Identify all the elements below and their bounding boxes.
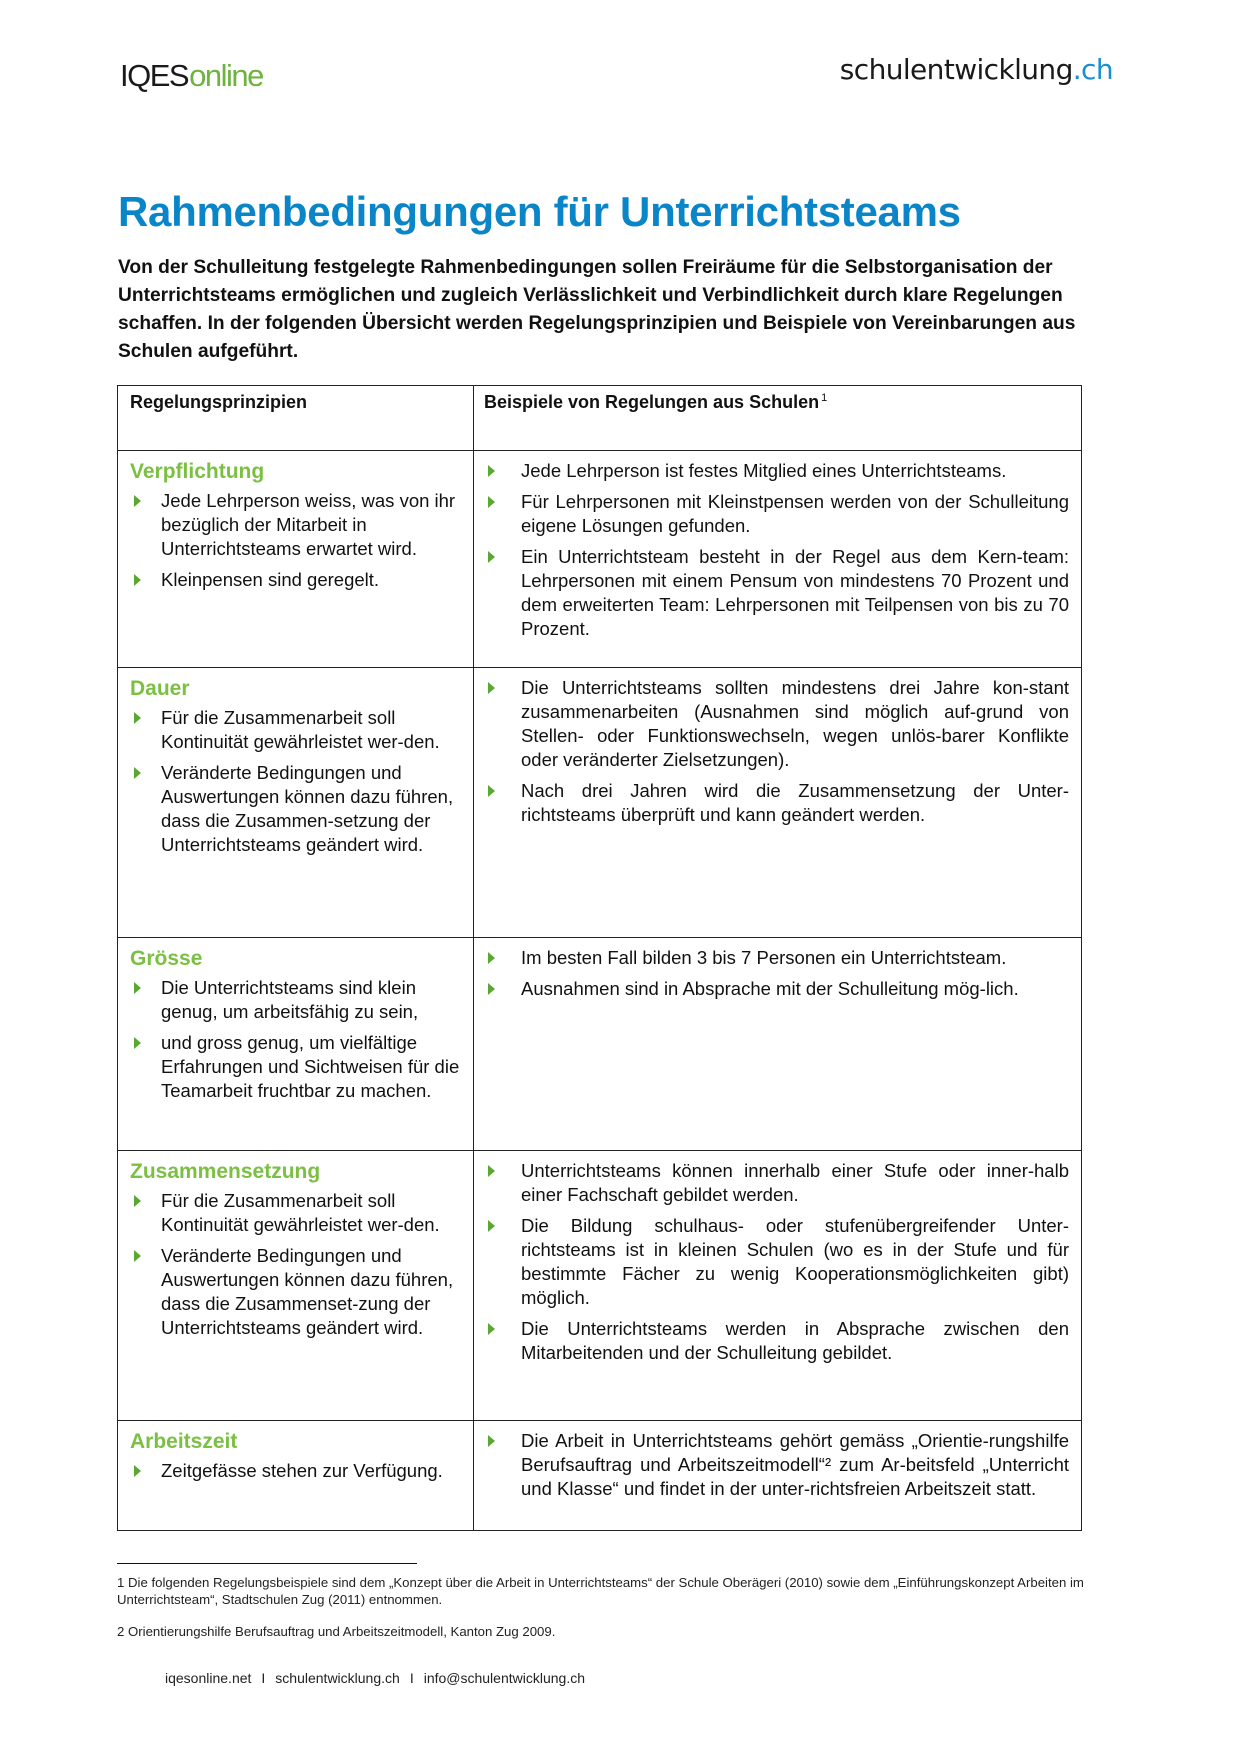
category-title: Zusammensetzung [130, 1160, 321, 1183]
triangle-bullet-icon [488, 785, 495, 797]
link-email[interactable]: info@schulentwicklung.ch [423, 1670, 585, 1686]
table-header-row [118, 386, 1081, 450]
examples-cell [474, 1151, 1081, 1420]
examples-cell [474, 451, 1081, 667]
list-item: Für Lehrpersonen mit Kleinstpensen werden von der Schulleitung eigene Lösungen gefunden. [484, 490, 1069, 538]
list-item: Die Bildung schulhaus- oder stufenübergreifender Unter-richtsteams ist in kleinen Schulen (wo es in der Stufe und für bestimmte Fächer zu wenig Kooperationsmöglichkeiten gibt) möglich. [484, 1214, 1069, 1310]
triangle-bullet-icon [488, 1220, 495, 1232]
list-item: Die Arbeit in Unterrichtsteams gehört gemäss „Orientie-rungshilfe Berufsauftrag und Arbeitszeitmodell“² zum Ar-beitsfeld „Unterricht und Klasse“ und findet in der unter-richtsfreien Arbeitszeit statt. [484, 1429, 1069, 1501]
schulentwicklung-logo [839, 53, 1113, 86]
principles-cell [118, 451, 474, 667]
iqes-online-logo [120, 60, 263, 91]
list-item: Veränderte Bedingungen und Auswertungen können dazu führen, dass die Zusammen-setzung der Unterrichtsteams geändert wird. [130, 761, 463, 857]
list-item: Zeitgefässe stehen zur Verfügung. [130, 1459, 463, 1483]
footer-separator: I [261, 1670, 266, 1686]
list-item: Jede Lehrperson ist festes Mitglied eines Unterrichtsteams. [484, 459, 1069, 483]
triangle-bullet-icon [134, 574, 141, 586]
header-examples [474, 386, 1081, 450]
triangle-bullet-icon [134, 1250, 141, 1262]
list-item: Im besten Fall bilden 3 bis 7 Personen ein Unterrichtsteam. [484, 946, 1069, 970]
table-row [118, 667, 1081, 937]
list-item: Nach drei Jahren wird die Zusammensetzung der Unter-richtsteams überprüft und kann geändert werden. [484, 779, 1069, 827]
list-item: Für die Zusammenarbeit soll Kontinuität gewährleistet wer-den. [130, 1189, 463, 1237]
logo-tld-text: .ch [1072, 53, 1113, 86]
principles-cell [118, 938, 474, 1150]
category-title: Verpflichtung [130, 460, 265, 483]
table-row [118, 937, 1081, 1150]
list-item: Ein Unterrichtsteam besteht in der Regel aus dem Kern-team: Lehrpersonen mit einem Pensum von mindestens 70 Prozent und dem erweiterten Team: Lehrpersonen mit Teilpensen von bis zu 70 Prozent. [484, 545, 1069, 641]
triangle-bullet-icon [488, 983, 495, 995]
footnote-ref-1[interactable]: 1 [821, 392, 828, 404]
category-title: Arbeitszeit [130, 1430, 238, 1453]
list-item: Die Unterrichtsteams werden in Absprache zwischen den Mitarbeitenden und der Schulleitung gebildet. [484, 1317, 1069, 1365]
triangle-bullet-icon [488, 465, 495, 477]
list-item: Unterrichtsteams können innerhalb einer Stufe oder inner-halb einer Fachschaft gebildet werden. [484, 1159, 1069, 1207]
triangle-bullet-icon [134, 767, 141, 779]
rules-table [117, 385, 1082, 1531]
principles-cell [118, 1151, 474, 1420]
list-item: Für die Zusammenarbeit soll Kontinuität gewährleistet wer-den. [130, 706, 463, 754]
category-title: Dauer [130, 677, 190, 700]
triangle-bullet-icon [488, 496, 495, 508]
link-schulentwicklung[interactable]: schulentwicklung.ch [275, 1670, 400, 1686]
triangle-bullet-icon [134, 1465, 141, 1477]
table-row [118, 1150, 1081, 1420]
list-item: Ausnahmen sind in Absprache mit der Schulleitung mög-lich. [484, 977, 1069, 1001]
triangle-bullet-icon [488, 682, 495, 694]
list-item: Die Unterrichtsteams sollten mindestens drei Jahre kon-stant zusammenarbeiten (Ausnahmen sind möglich auf-grund von Stellen- oder Funktionswechseln, wegen unlös-barer Konflikte oder veränderter Zielsetzungen). [484, 676, 1069, 772]
list-item: Kleinpensen sind geregelt. [130, 568, 463, 592]
footer-contact [165, 1670, 585, 1686]
intro-paragraph: Von der Schulleitung festgelegte Rahmenbedingungen sollen Freiräume für die Selbstorganisation der Unterrichtsteams ermöglichen und zugleich Verlässlichkeit und Verbindlichkeit durch klare Regelungen schaffen. In der folgenden Übersicht werden Regelungsprinzipien und Beispiele von Vereinbarungen aus Schulen aufgeführt. [118, 257, 1076, 362]
triangle-bullet-icon [134, 712, 141, 724]
examples-cell [474, 1421, 1081, 1530]
triangle-bullet-icon [134, 1195, 141, 1207]
examples-cell [474, 938, 1081, 1150]
table-row [118, 1420, 1081, 1530]
footnote-2: 2 Orientierungshilfe Berufsauftrag und Arbeitszeitmodell, Kanton Zug 2009. [117, 1624, 556, 1639]
triangle-bullet-icon [134, 495, 141, 507]
triangle-bullet-icon [488, 1165, 495, 1177]
header-principles-label: Regelungsprinzipien [130, 392, 308, 412]
logo-online-text: online [189, 58, 263, 93]
principles-cell [118, 1421, 474, 1530]
triangle-bullet-icon [488, 1435, 495, 1447]
triangle-bullet-icon [488, 952, 495, 964]
footer-separator: I [409, 1670, 414, 1686]
footnote-divider [117, 1563, 417, 1564]
list-item: Veränderte Bedingungen und Auswertungen können dazu führen, dass die Zusammenset-zung der Unterrichtsteams geändert wird. [130, 1244, 463, 1340]
page-title: Rahmenbedingungen für Unterrichtsteams [118, 188, 961, 235]
header-examples-label: Beispiele von Regelungen aus Schulen [484, 392, 820, 412]
link-iqesonline[interactable]: iqesonline.net [165, 1670, 252, 1686]
footnote-1: 1 Die folgenden Regelungsbeispiele sind dem „Konzept über die Arbeit in Unterrichtsteams“ der Schule Oberägeri (2010) sowie dem „Einführungskonzept Arbeiten im Unterrichtsteam“, Stadtschulen Zug (2011) entnommen. [117, 1575, 1084, 1607]
logo-iqes-text: IQES [120, 58, 189, 93]
triangle-bullet-icon [134, 982, 141, 994]
list-item: Die Unterrichtsteams sind klein genug, um arbeitsfähig zu sein, [130, 976, 463, 1024]
table-row [118, 450, 1081, 667]
category-title: Grösse [130, 947, 203, 970]
list-item: Jede Lehrperson weiss, was von ihr bezüglich der Mitarbeit in Unterrichtsteams erwartet wird. [130, 489, 463, 561]
logo-schulentwicklung-text: schulentwicklung [839, 53, 1073, 86]
triangle-bullet-icon [488, 551, 495, 563]
principles-cell [118, 668, 474, 937]
triangle-bullet-icon [134, 1037, 141, 1049]
list-item: und gross genug, um vielfältige Erfahrungen und Sichtweisen für die Teamarbeit fruchtbar zu machen. [130, 1031, 463, 1103]
header-principles [118, 386, 474, 450]
examples-cell [474, 668, 1081, 937]
triangle-bullet-icon [488, 1323, 495, 1335]
